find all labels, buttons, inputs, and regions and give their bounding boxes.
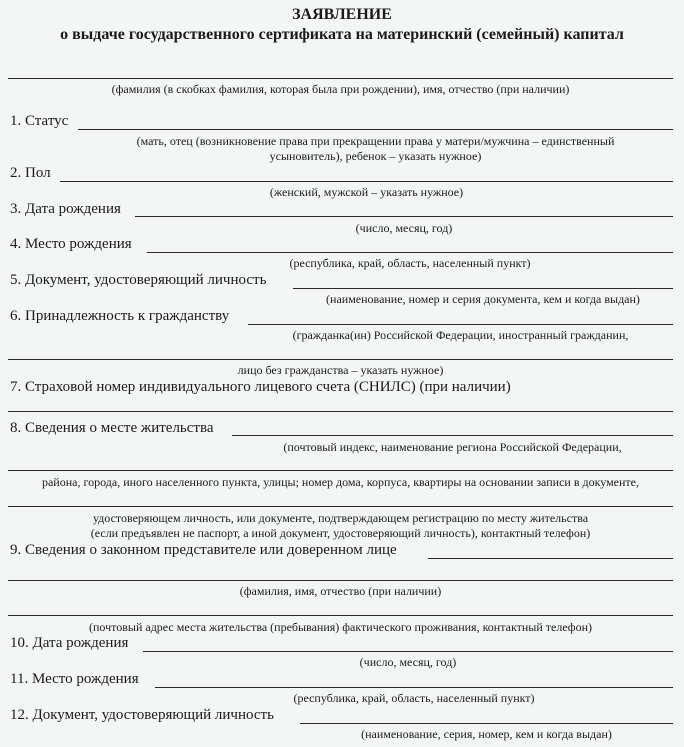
residence-hint-2: района, города, иного населенного пункта, улицы; номер дома, корпуса, квартиры на основании записи в документе,	[41, 475, 640, 489]
citizenship-input-line-2[interactable]	[8, 359, 673, 360]
residence-input-line-3[interactable]	[8, 506, 673, 507]
id-doc-label: 5. Документ, удостоверяющий личность	[10, 272, 267, 288]
representative-address-hint: (почтовый адрес места жительства (пребывания) фактического проживания, контактный телефон)	[89, 620, 592, 634]
sex-hint: (женский, мужской – указать нужное)	[269, 185, 464, 199]
id-doc-input-line[interactable]	[293, 288, 673, 289]
sex-input-line[interactable]	[60, 181, 673, 182]
representative-input-line[interactable]	[428, 558, 673, 559]
rep-birthplace-hint: (республика, край, область, населенный пункт)	[293, 691, 535, 705]
snils-label: 7. Страховой номер индивидуального лицевого счета (СНИЛС) (при наличии)	[10, 379, 511, 395]
status-hint-1: (мать, отец (возникновение права при прекращении права у матери/мужчина – единственный	[136, 134, 615, 148]
citizenship-input-line[interactable]	[248, 324, 673, 325]
rep-id-doc-label: 12. Документ, удостоверяющий личность	[10, 707, 274, 723]
representative-fio-input-line[interactable]	[8, 580, 673, 581]
status-label: 1. Статус	[10, 113, 69, 129]
representative-fio-hint: (фамилия, имя, отчество (при наличии)	[239, 584, 442, 598]
form-subtitle: о выдаче государственного сертификата на материнский (семейный) капитал	[60, 26, 624, 43]
id-doc-hint: (наименование, номер и серия документа, кем и когда выдан)	[326, 292, 640, 306]
birthdate-input-line[interactable]	[135, 216, 673, 217]
rep-birthdate-hint: (число, месяц, год)	[359, 655, 457, 669]
citizenship-label: 6. Принадлежность к гражданству	[10, 308, 230, 324]
snils-input-line[interactable]	[8, 411, 673, 412]
birthplace-label: 4. Место рождения	[10, 236, 132, 252]
citizenship-hint-1: (гражданка(ин) Российской Федерации, иностранный гражданин,	[292, 328, 629, 342]
rep-birthdate-label: 10. Дата рождения	[10, 635, 129, 651]
birthplace-hint: (республика, край, область, населенный пункт)	[289, 256, 531, 270]
citizenship-hint-2: лицо без гражданства – указать нужное)	[237, 363, 444, 377]
representative-address-input-line[interactable]	[8, 615, 673, 616]
rep-birthplace-input-line[interactable]	[155, 687, 673, 688]
representative-label: 9. Сведения о законном представителе или доверенном лице	[10, 542, 397, 558]
applicant-fio-hint: (фамилия (в скобках фамилия, которая была при рождении), имя, отчество (при наличии)	[111, 82, 570, 96]
residence-hint-3: удостоверяющем личность, или документе, подтверждающем регистрацию по месту жительства	[92, 511, 589, 525]
birthdate-label: 3. Дата рождения	[10, 201, 121, 217]
birthplace-input-line[interactable]	[147, 252, 673, 253]
form-title: ЗАЯВЛЕНИЕ	[292, 6, 392, 23]
status-hint-2: усыновитель), ребенок – указать нужное)	[269, 149, 482, 163]
residence-hint-1: (почтовый индекс, наименование региона Российской Федерации,	[283, 440, 622, 454]
residence-input-line[interactable]	[232, 435, 673, 436]
applicant-fio-input-line[interactable]	[8, 78, 673, 79]
residence-input-line-2[interactable]	[8, 470, 673, 471]
birthdate-hint: (число, месяц, год)	[355, 221, 453, 235]
rep-id-doc-input-line[interactable]	[300, 723, 673, 724]
rep-birthdate-input-line[interactable]	[143, 651, 673, 652]
sex-label: 2. Пол	[10, 165, 51, 181]
status-input-line[interactable]	[78, 129, 673, 130]
rep-id-doc-hint: (наименование, серия, номер, кем и когда выдан)	[361, 727, 612, 741]
residence-label: 8. Сведения о месте жительства	[10, 420, 214, 436]
rep-birthplace-label: 11. Место рождения	[10, 671, 139, 687]
residence-hint-4: (если предъявлен не паспорт, а иной документ, удостоверяющий личность), контактный телефон)	[90, 526, 591, 540]
